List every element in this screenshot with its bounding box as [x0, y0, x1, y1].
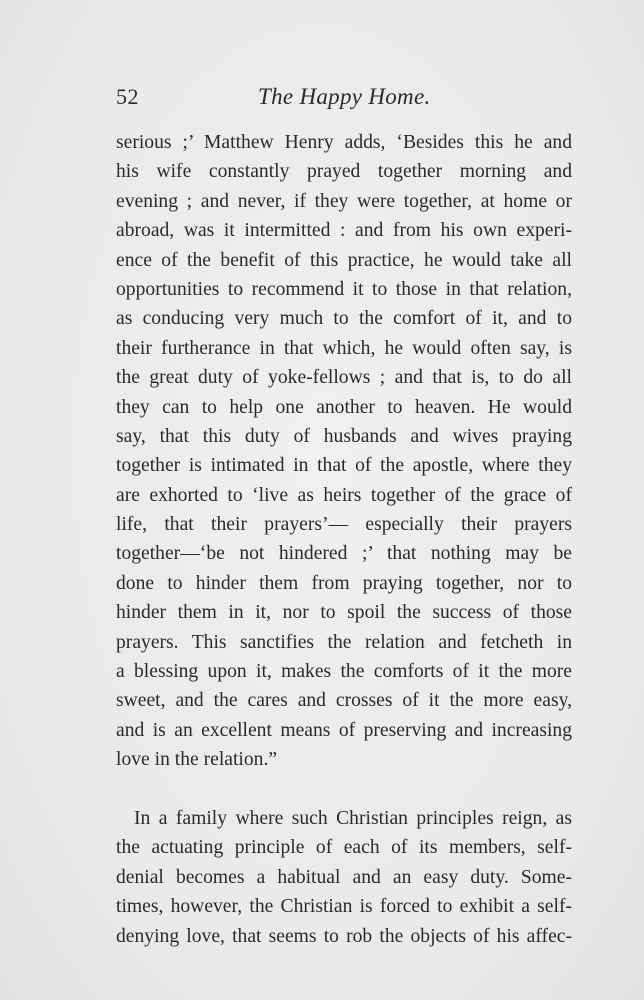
page-number: 52 — [116, 84, 139, 109]
page-header — [116, 84, 572, 118]
text-line: done to hinder them from praying together, nor to — [116, 572, 572, 594]
text-line: prayers. This sanctifies the relation and fetcheth in — [116, 631, 572, 653]
paragraph-1 — [116, 128, 572, 775]
text-line: sweet, and the cares and crosses of it the more easy, — [116, 690, 572, 712]
text-line: and is an excellent means of preserving and increasing — [116, 719, 572, 741]
text-line: hinder them in it, nor to spoil the success of those — [116, 602, 572, 624]
text-line: In a family where such Christian principles reign, as — [134, 807, 572, 829]
text-line: together is intimated in that of the apostle, where they — [116, 455, 572, 477]
text-line: opportunities to recommend it to those in that relation, — [116, 278, 572, 300]
text-line: evening ; and never, if they were together, at home or — [116, 190, 572, 212]
text-line: denial becomes a habitual and an easy duty. Some- — [116, 866, 572, 888]
text-line: say, that this duty of husbands and wives praying — [116, 425, 572, 447]
text-line: their furtherance in that which, he would often say, is — [116, 337, 572, 359]
paragraph-2 — [116, 804, 572, 951]
text-line: the actuating principle of each of its members, self- — [116, 837, 572, 859]
text-line: together—‘be not hindered ;’ that nothing may be — [116, 543, 572, 565]
text-line: life, that their prayers’— especially their prayers — [116, 514, 572, 536]
running-title: The Happy Home. — [258, 84, 431, 109]
text-line: a blessing upon it, makes the comforts of it the more — [116, 661, 572, 683]
text-line: ence of the benefit of this practice, he would take all — [116, 249, 572, 271]
text-line: they can to help one another to heaven. He would — [116, 396, 572, 418]
text-line: as conducing very much to the comfort of it, and to — [116, 308, 572, 330]
paragraph-gap — [116, 775, 572, 804]
text-line: the great duty of yoke-fellows ; and that is, to do all — [116, 367, 572, 389]
text-line: his wife constantly prayed together morning and — [116, 161, 572, 183]
text-line: love in the relation.” — [116, 749, 278, 771]
text-line: abroad, was it intermitted : and from his own experi- — [116, 220, 572, 242]
text-line: times, however, the Christian is forced to exhibit a self- — [116, 896, 572, 918]
text-line: serious ;’ Matthew Henry adds, ‘Besides this he and — [116, 132, 572, 153]
text-line: are exhorted to ‘live as heirs together of the grace of — [116, 484, 572, 506]
body-text — [116, 128, 572, 951]
text-line: denying love, that seems to rob the objects of his affec- — [116, 925, 572, 947]
